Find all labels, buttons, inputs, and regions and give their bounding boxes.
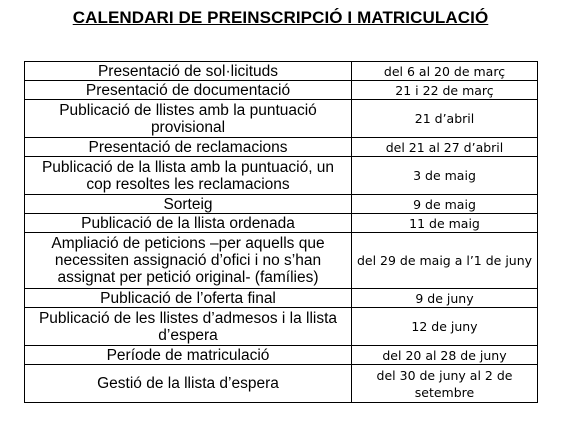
date-cell: del 21 al 27 d’abril bbox=[352, 138, 538, 157]
event-cell: Publicació de les llistes d’admesos i la llista d’espera bbox=[25, 308, 352, 346]
date-cell: 9 de juny bbox=[352, 289, 538, 308]
date-cell: 21 d’abril bbox=[352, 100, 538, 138]
table-row bbox=[25, 346, 538, 365]
table-row bbox=[25, 308, 538, 346]
date-cell: 12 de juny bbox=[352, 308, 538, 346]
table-row bbox=[25, 62, 538, 81]
event-cell: Presentació de documentació bbox=[25, 81, 352, 100]
table-row bbox=[25, 138, 538, 157]
calendar-table bbox=[24, 61, 538, 403]
table-row bbox=[25, 365, 538, 403]
event-cell: Gestió de la llista d’espera bbox=[25, 365, 352, 403]
table-row bbox=[25, 195, 538, 214]
table-row bbox=[25, 214, 538, 233]
table-row bbox=[25, 289, 538, 308]
event-cell: Presentació de sol·licituds bbox=[25, 62, 352, 81]
date-cell: 9 de maig bbox=[352, 195, 538, 214]
table-row bbox=[25, 100, 538, 138]
event-cell: Període de matriculació bbox=[25, 346, 352, 365]
event-cell: Ampliació de peticions –per aquells que necessiten assignació d’ofici i no s’han assignat per petició original- (famílies) bbox=[25, 233, 352, 289]
table-row bbox=[25, 81, 538, 100]
date-cell: 21 i 22 de març bbox=[352, 81, 538, 100]
date-cell: del 29 de maig a l’1 de juny bbox=[352, 233, 538, 289]
event-cell: Presentació de reclamacions bbox=[25, 138, 352, 157]
date-cell: del 6 al 20 de març bbox=[352, 62, 538, 81]
table-row bbox=[25, 157, 538, 195]
date-cell: del 20 al 28 de juny bbox=[352, 346, 538, 365]
date-cell: del 30 de juny al 2 de setembre bbox=[352, 365, 538, 403]
event-cell: Sorteig bbox=[25, 195, 352, 214]
event-cell: Publicació de la llista ordenada bbox=[25, 214, 352, 233]
date-cell: 3 de maig bbox=[352, 157, 538, 195]
page-title: CALENDARI DE PREINSCRIPCIÓ I MATRICULACIÓ bbox=[72, 8, 489, 27]
event-cell: Publicació de la llista amb la puntuació, un cop resoltes les reclamacions bbox=[25, 157, 352, 195]
date-cell: 11 de maig bbox=[352, 214, 538, 233]
table-row bbox=[25, 233, 538, 289]
event-cell: Publicació de l’oferta final bbox=[25, 289, 352, 308]
event-cell: Publicació de llistes amb la puntuació provisional bbox=[25, 100, 352, 138]
